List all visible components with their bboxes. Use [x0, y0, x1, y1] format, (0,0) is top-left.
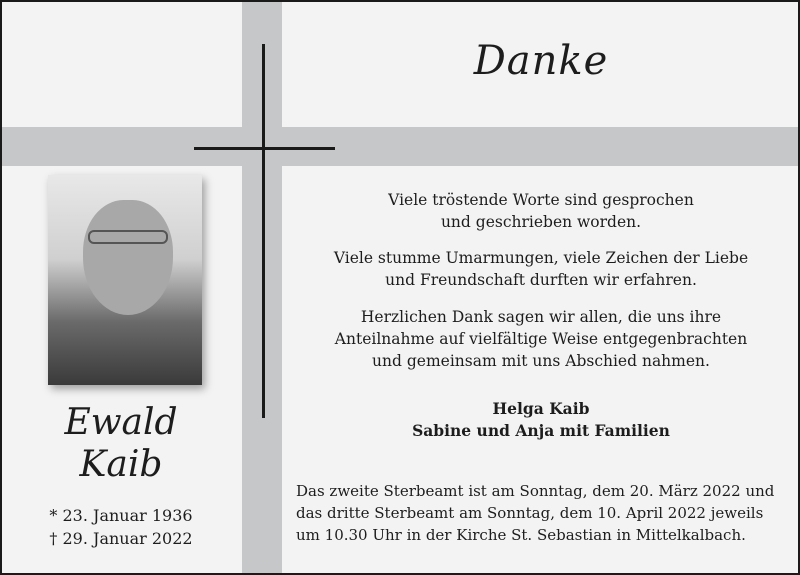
first-name: Ewald	[64, 402, 178, 443]
portrait-face	[83, 200, 173, 315]
portrait-photo	[48, 175, 202, 385]
text-line: Viele tröstende Worte sind gesprochen	[388, 191, 694, 209]
text-line: um 10.30 Uhr in der Kirche St. Sebastian in Mittelkalbach.	[296, 526, 746, 544]
paragraph-3	[282, 306, 800, 372]
birth-date: * 23. Januar 1936	[49, 506, 193, 525]
text-line: Das zweite Sterbeamt ist am Sonntag, dem 20. März 2022 und	[296, 482, 775, 500]
signer: Helga Kaib	[492, 399, 590, 418]
death-date: † 29. Januar 2022	[49, 529, 193, 548]
mass-notice	[296, 480, 796, 546]
text-line: Herzlichen Dank sagen wir allen, die uns ihre	[360, 308, 722, 326]
text-line: Viele stumme Umarmungen, viele Zeichen der Liebe	[333, 249, 749, 267]
paragraph-1	[282, 189, 800, 233]
text-line: Anteilnahme auf vielfältige Weise entgegenbrachten	[334, 330, 748, 348]
signers	[282, 398, 800, 442]
deceased-name	[0, 402, 242, 486]
life-dates	[0, 504, 242, 550]
signer: Sabine und Anja mit Familien	[412, 421, 670, 440]
last-name: Kaib	[79, 444, 163, 485]
page-title: Danke	[473, 38, 609, 84]
text-line: und gemeinsam mit uns Abschied nahmen.	[372, 352, 710, 370]
text-line: das dritte Sterbeamt am Sonntag, dem 10. April 2022 jeweils	[296, 504, 764, 522]
portrait-glasses	[88, 230, 168, 244]
text-line: und Freundschaft durften wir erfahren.	[385, 271, 697, 289]
text-line: und geschrieben worden.	[440, 213, 642, 231]
paragraph-2	[282, 247, 800, 291]
